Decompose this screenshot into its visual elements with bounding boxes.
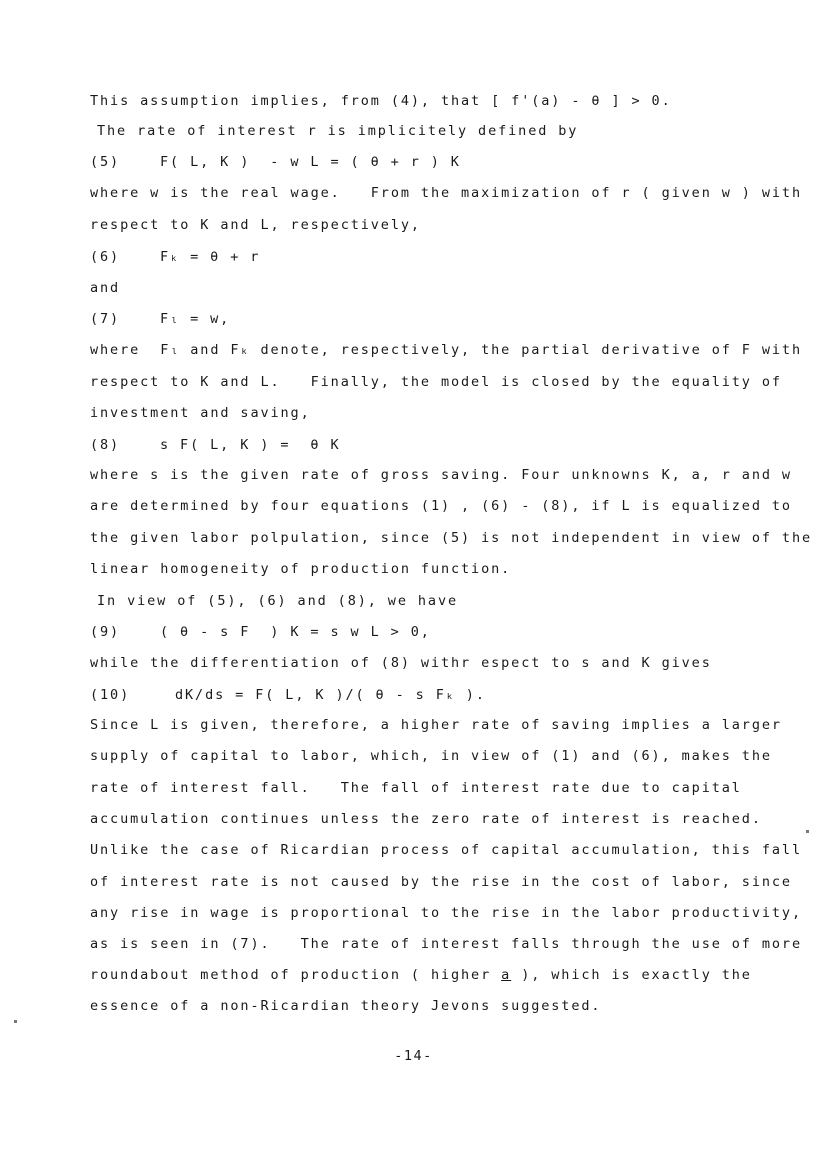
text-line: essence of a non-Ricardian theory Jevons suggested.	[90, 998, 602, 1014]
text-line: accumulation continues unless the zero rate of interest is reached.	[90, 811, 762, 827]
equation: F( L, K ) - w L = ( θ + r ) K	[160, 154, 461, 170]
text-line: as is seen in (7). The rate of interest falls through the use of more	[90, 936, 802, 952]
equation: s F( L, K ) = θ K	[160, 437, 341, 453]
text-line: of interest rate is not caused by the rise in the cost of labor, since	[90, 874, 792, 890]
text-line: where Fₗ and Fₖ denote, respectively, the partial derivative of F with	[90, 342, 802, 358]
text-line: while the differentiation of (8) withr espect to s and K gives	[90, 655, 712, 671]
equation-number: (5)	[90, 154, 121, 170]
text-line: respect to K and L, respectively,	[90, 217, 421, 233]
text-line: investment and saving,	[90, 405, 311, 421]
equation: ( θ - s F ) K = s w L > 0,	[160, 624, 431, 640]
text-line: In view of (5), (6) and (8), we have	[97, 593, 458, 609]
text-line: and	[90, 280, 121, 296]
equation-number: (7)	[90, 311, 121, 327]
text-line: are determined by four equations (1) , (6) - (8), if L is equalized to	[90, 498, 792, 514]
text-line: Unlike the case of Ricardian process of capital accumulation, this fall	[90, 842, 802, 858]
scan-speck	[806, 830, 809, 833]
text-segment: roundabout method of production ( higher	[90, 967, 502, 983]
equation: Fₖ = θ + r	[160, 249, 261, 265]
text-line: the given labor polpulation, since (5) is not independent in view of the	[90, 530, 812, 546]
equation: Fₗ = w,	[160, 311, 231, 327]
text-line: linear homogeneity of production function.	[90, 561, 512, 577]
text-line: respect to K and L. Finally, the model is closed by the equality of	[90, 374, 782, 390]
text-line: any rise in wage is proportional to the rise in the labor productivity,	[90, 905, 802, 921]
equation-number: (10)	[90, 687, 131, 703]
text-line: rate of interest fall. The fall of interest rate due to capital	[90, 780, 742, 796]
text-line: Since L is given, therefore, a higher rate of saving implies a larger	[90, 717, 782, 733]
equation: dK/ds = F( L, K )/( θ - s Fₖ ).	[175, 687, 486, 703]
text-line: where w is the real wage. From the maximization of r ( given w ) with	[90, 185, 802, 201]
equation-number: (6)	[90, 249, 121, 265]
text-line: supply of capital to labor, which, in view of (1) and (6), makes the	[90, 748, 772, 764]
page-number: -14-	[394, 1048, 433, 1064]
text-segment: ), which is exactly the	[511, 967, 752, 983]
equation-number: (8)	[90, 437, 121, 453]
text-line	[90, 966, 752, 984]
text-line: This assumption implies, from (4), that [ f'(a) - θ ] > 0.	[90, 93, 672, 109]
text-line: The rate of interest r is implicitely defined by	[97, 123, 579, 139]
text-line: where s is the given rate of gross saving. Four unknowns K, a, r and w	[90, 467, 792, 483]
underlined-variable: a	[501, 967, 512, 983]
equation-number: (9)	[90, 624, 121, 640]
scan-speck	[14, 1020, 17, 1023]
